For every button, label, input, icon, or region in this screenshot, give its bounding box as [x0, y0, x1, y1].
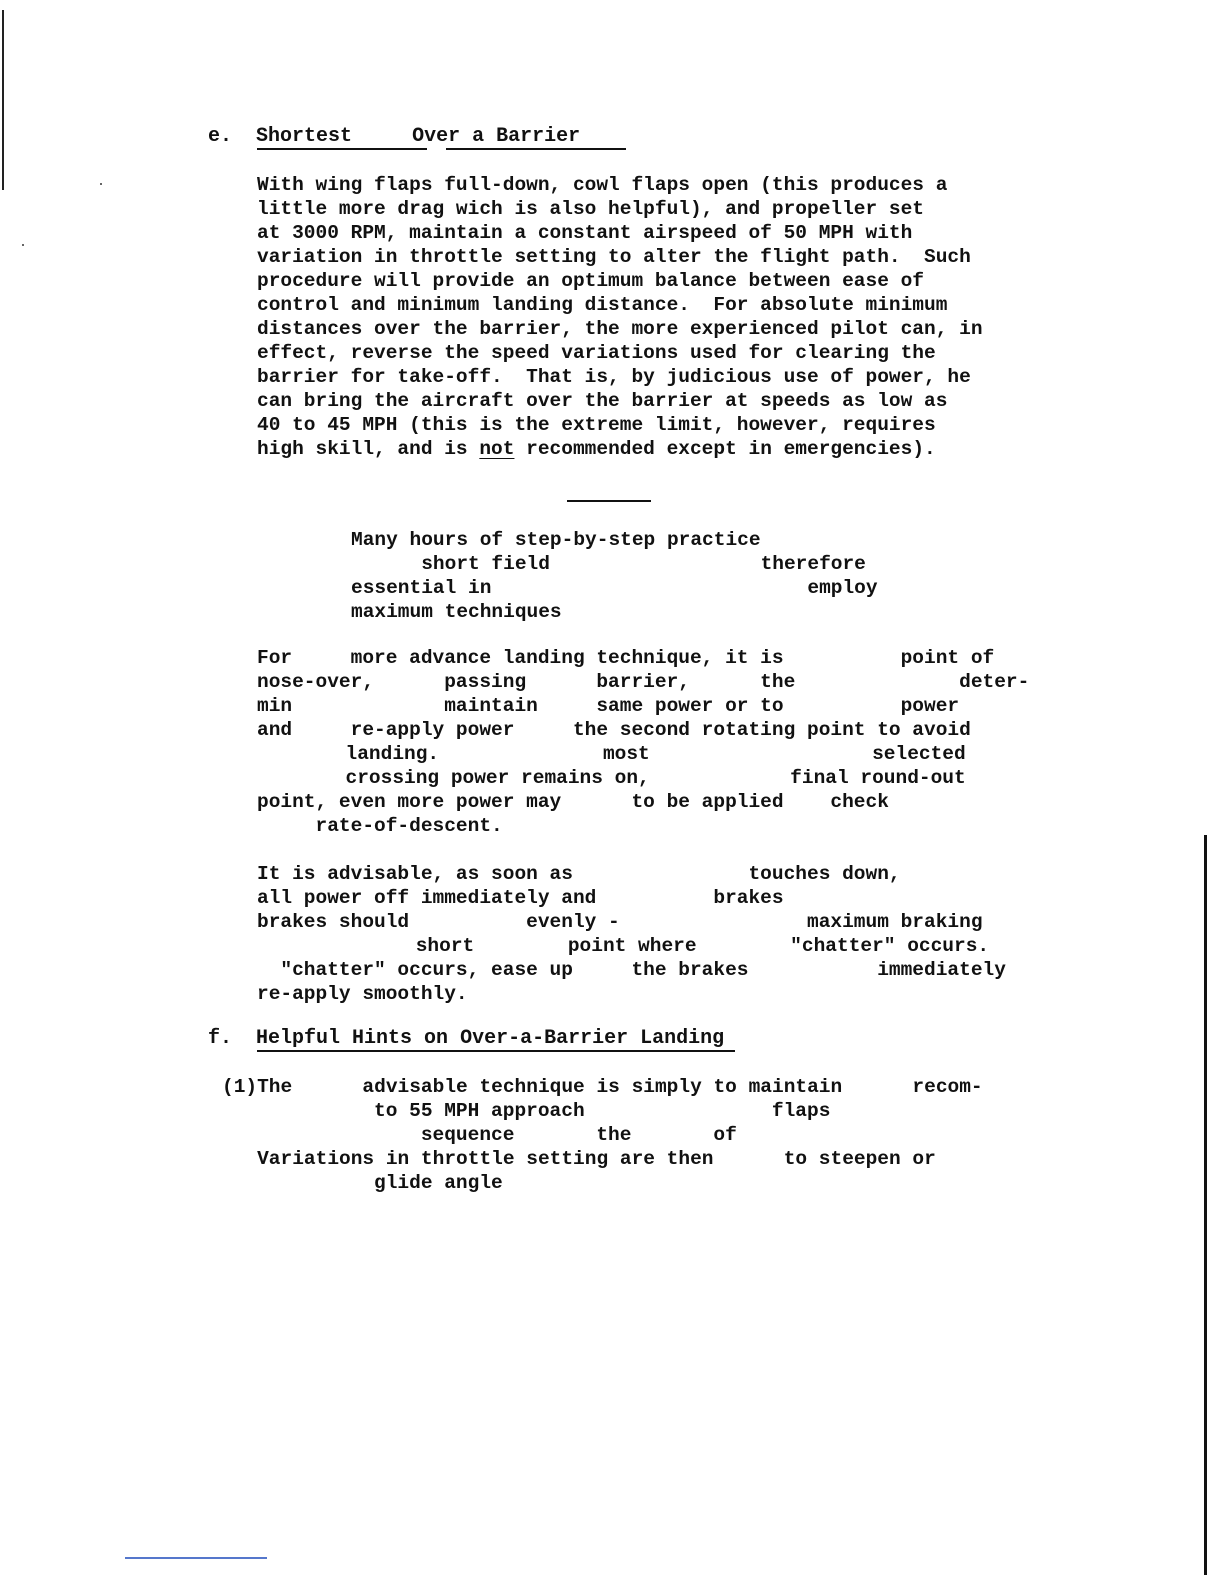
fragment-line: (1)The advisable technique is simply to maintain recom- — [222, 1076, 983, 1098]
section-divider — [567, 500, 651, 502]
fragment-line: Variations in throttle setting are then to steepen or — [222, 1148, 936, 1170]
fragment-line: crossing power remains on, final round-out — [287, 767, 966, 789]
section-e-title-part2: Over a Barrier — [412, 125, 581, 148]
paragraph-line: at 3000 RPM, maintain a constant airspeed of 50 MPH with — [257, 222, 913, 244]
scan-speck — [22, 244, 24, 246]
section-e-letter: e. — [208, 125, 233, 148]
paragraph-line: With wing flaps full-down, cowl flaps open (this produces a — [257, 174, 948, 196]
scan-margin-line — [2, 10, 4, 190]
section-e-title-part1: Shortest — [256, 125, 353, 148]
section-f-title-underline — [257, 1050, 735, 1052]
fragment-line: all power off immediately and brakes — [257, 887, 784, 909]
fragment-line: It is advisable, as soon as touches down, — [257, 863, 901, 885]
fragment-line: glide angle — [257, 1172, 503, 1194]
section-e-title-underline — [446, 148, 626, 150]
fragment-line: Many hours of step-by-step practice — [351, 529, 761, 551]
footnote-rule — [125, 1557, 267, 1559]
scan-speck — [100, 183, 102, 185]
fragment-line: short point where "chatter" occurs. — [287, 935, 990, 957]
paragraph-line: 40 to 45 MPH (this is the extreme limit, however, requires — [257, 414, 936, 436]
paragraph-line: barrier for take-off. That is, by judicious use of power, he — [257, 366, 971, 388]
fragment-line: rate-of-descent. — [257, 815, 503, 837]
paragraph-line: can bring the aircraft over the barrier at speeds as low as — [257, 390, 948, 412]
emphasis-not: not — [479, 438, 515, 460]
section-e-title-underline — [257, 148, 427, 150]
fragment-line: nose-over, passing barrier, the deter- — [257, 671, 1030, 693]
paragraph-line: control and minimum landing distance. For absolute minimum — [257, 294, 948, 316]
fragment-line: For more advance landing technique, it is point of — [257, 647, 995, 669]
paragraph-line: distances over the barrier, the more experienced pilot can, in — [257, 318, 983, 340]
paragraph-line: variation in throttle setting to alter the flight path. Such — [257, 246, 971, 268]
paragraph-line: little more drag wich is also helpful), and propeller set — [257, 198, 925, 220]
paragraph-line: procedure will provide an optimum balance between ease of — [257, 270, 925, 292]
fragment-line: landing. most selected — [287, 743, 966, 765]
fragment-line: and re-apply power the second rotating point to avoid — [257, 719, 971, 741]
fragment-line: re-apply smoothly. — [257, 983, 468, 1005]
scan-margin-line-right — [1204, 835, 1207, 1575]
fragment-line: "chatter" occurs, ease up the brakes immediately — [257, 959, 1006, 981]
fragment-line: brakes should evenly - maximum braking — [257, 911, 983, 933]
fragment-line: maximum techniques — [351, 601, 562, 623]
fragment-line: essential in employ — [351, 577, 878, 599]
paragraph-line-last: high skill, and is not recommended except in emergencies). — [257, 438, 936, 460]
section-f-letter: f. — [208, 1027, 233, 1050]
section-e-heading — [208, 125, 580, 149]
fragment-line: short field therefore — [351, 553, 866, 575]
fragment-line: sequence the of — [257, 1124, 737, 1146]
fragment-line: to 55 MPH approach flaps — [257, 1100, 831, 1122]
paragraph-line: effect, reverse the speed variations used for clearing the — [257, 342, 936, 364]
fragment-line: point, even more power may to be applied check — [257, 791, 889, 813]
section-f-title: Helpful Hints on Over-a-Barrier Landing — [256, 1027, 725, 1050]
section-f-heading — [208, 1027, 724, 1051]
fragment-line: min maintain same power or to power — [257, 695, 960, 717]
